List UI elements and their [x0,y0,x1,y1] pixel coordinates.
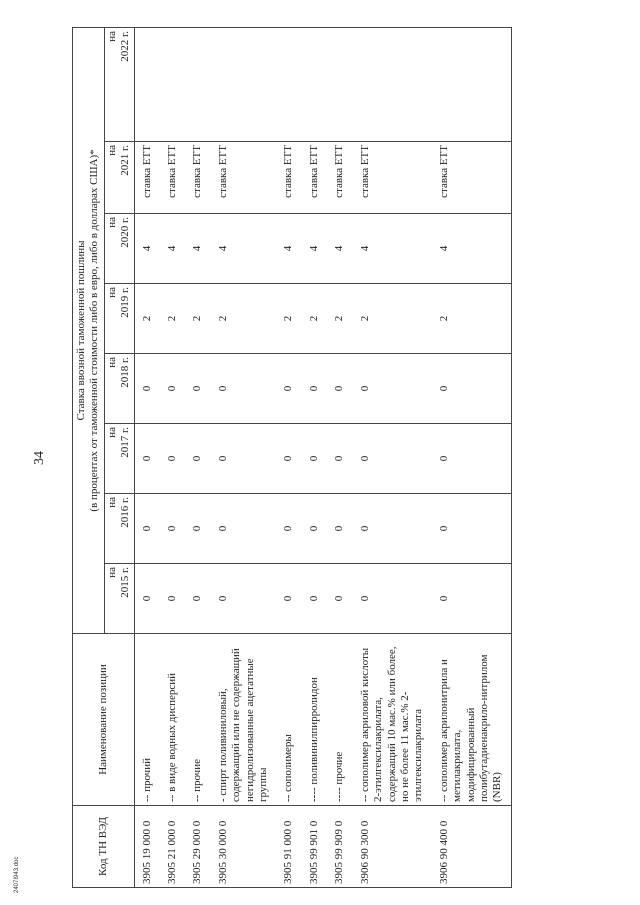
spacer-cell [427,424,437,494]
rate-cell: 0 [165,424,180,494]
rate-cell: ставка ЕТТ [134,142,155,214]
spacer-cell [271,424,281,494]
item-name: - спирт поливиниловый, содержащий или не содержащий негидролизованные ацетатные группы [216,634,272,806]
spacer-cell [297,214,307,284]
item-name: -- в виде водных дисперсий [165,634,180,806]
rate-cell: 0 [190,494,205,564]
spacer-cell [180,494,190,564]
table-row [281,27,296,887]
header-year [104,424,134,494]
spacer-cell [206,27,216,141]
spacer-cell [297,354,307,424]
item-name: -- прочие [190,634,205,806]
spacer-cell [180,354,190,424]
rate-cell [190,27,205,141]
spacer-cell [180,284,190,354]
table-row [216,27,272,887]
row-spacer [322,27,332,887]
rate-cell: 2 [332,284,347,354]
rate-cell: 0 [332,424,347,494]
rate-cell: 0 [332,354,347,424]
spacer-cell [348,494,358,564]
header-rate-title: Ставка ввозной таможенной пошлины [75,240,87,421]
spacer-cell [297,806,307,888]
spacer-cell [297,564,307,634]
rate-cell: 0 [332,494,347,564]
header-year-prefix: на [105,217,118,228]
header-year-prefix: на [105,30,118,42]
rate-cell [332,27,347,141]
rate-cell: 0 [281,354,296,424]
spacer-cell [206,806,216,888]
rate-cell: 4 [281,214,296,284]
row-spacer [271,27,281,887]
spacer-cell [322,284,332,354]
header-year-prefix: на [105,287,118,298]
rate-cell: ставка ЕТТ [190,142,205,214]
table-row [134,27,155,887]
header-year [104,142,134,214]
rate-cell: ставка ЕТТ [281,142,296,214]
spacer-cell [155,806,165,888]
spacer-cell [427,494,437,564]
rate-cell: 0 [281,424,296,494]
rate-cell: 4 [190,214,205,284]
hs-code: 3905 91 000 0 [281,806,296,888]
footer-filename: 2407I943.doc [14,856,20,893]
rate-cell: 0 [134,494,155,564]
spacer-cell [297,27,307,141]
item-name: -- сополимер акриловой кислоты 2-этилгексилакрилата, содержащий 10 мас.% или более, но не более 11 мас.% 2-этилгексилакрилата [358,634,427,806]
hs-code: 3905 99 909 0 [332,806,347,888]
spacer-cell [322,142,332,214]
spacer-cell [348,214,358,284]
spacer-cell [271,284,281,354]
rate-cell: 4 [216,214,272,284]
rate-cell: 0 [216,354,272,424]
spacer-cell [155,214,165,284]
spacer-cell [206,354,216,424]
spacer-cell [180,634,190,806]
item-name: -- сополимеры [281,634,296,806]
rate-cell: 0 [134,354,155,424]
spacer-cell [427,27,437,141]
spacer-cell [322,424,332,494]
rate-cell: 0 [358,424,427,494]
header-year-prefix: на [105,357,118,368]
header-year-prefix: на [105,497,118,508]
rate-cell [216,27,272,141]
spacer-cell [271,494,281,564]
rate-cell: 0 [216,494,272,564]
item-name: -- сополимер акрилонитрила и метилакрилата, модифицированный полибутадиенакрило-нитрилом (NBR) [437,634,512,806]
spacer-cell [206,214,216,284]
rate-cell: 2 [281,284,296,354]
spacer-cell [427,564,437,634]
row-spacer [297,27,307,887]
spacer-cell [322,634,332,806]
spacer-cell [180,564,190,634]
spacer-cell [348,354,358,424]
rate-cell [281,27,296,141]
hs-code: 3905 30 000 0 [216,806,272,888]
rate-cell: 2 [216,284,272,354]
header-name: Наименование позиции [73,634,135,806]
spacer-cell [155,142,165,214]
spacer-cell [348,564,358,634]
rate-cell: ставка ЕТТ [358,142,427,214]
table-row [332,27,347,887]
rate-cell: 0 [307,424,322,494]
rate-cell: 0 [437,424,512,494]
rate-cell: 0 [216,424,272,494]
table-row [437,27,512,887]
header-year-label: 2020 г. [119,217,132,248]
rate-cell: 2 [437,284,512,354]
rate-cell: ставка ЕТТ [165,142,180,214]
table-row [358,27,427,887]
spacer-cell [271,354,281,424]
header-year-prefix: на [105,145,118,156]
rate-cell: 0 [307,494,322,564]
header-year-label: 2015 г. [119,567,132,598]
row-spacer [180,27,190,887]
header-year-label: 2019 г. [119,287,132,318]
rate-cell: 4 [134,214,155,284]
rate-cell [437,27,512,141]
header-year [104,27,134,141]
spacer-cell [271,806,281,888]
rate-cell: 2 [358,284,427,354]
rate-cell: 0 [358,354,427,424]
spacer-cell [427,354,437,424]
header-year [104,214,134,284]
table-row [190,27,205,887]
header-year-label: 2017 г. [119,427,132,458]
item-name: -- прочий [134,634,155,806]
spacer-cell [297,284,307,354]
rate-cell: 0 [281,564,296,634]
tariff-table [72,27,512,888]
header-year [104,564,134,634]
header-year-prefix: на [105,567,118,578]
spacer-cell [180,214,190,284]
spacer-cell [155,564,165,634]
spacer-cell [322,354,332,424]
spacer-cell [348,284,358,354]
spacer-cell [348,424,358,494]
hs-code: 3906 90 300 0 [358,806,427,888]
rate-cell: 0 [307,564,322,634]
spacer-cell [206,634,216,806]
header-rate-subtitle: (в процентах от таможенной стоимости либо в евро, либо в долларах США)* [88,149,101,512]
spacer-cell [155,424,165,494]
spacer-cell [155,284,165,354]
spacer-cell [348,142,358,214]
rate-cell: ставка ЕТТ [437,142,512,214]
spacer-cell [322,214,332,284]
rate-cell: 4 [437,214,512,284]
rate-cell: 4 [165,214,180,284]
rate-cell: 4 [307,214,322,284]
row-spacer [206,27,216,887]
header-year [104,284,134,354]
hs-code: 3905 19 000 0 [134,806,155,888]
header-year-prefix: на [105,427,118,438]
spacer-cell [297,634,307,806]
spacer-cell [322,27,332,141]
item-name: ---- прочие [332,634,347,806]
spacer-cell [271,634,281,806]
rate-cell: 0 [134,564,155,634]
header-year-label: 2018 г. [119,357,132,388]
rate-cell: 0 [134,424,155,494]
rate-cell [358,27,427,141]
spacer-cell [206,284,216,354]
rate-cell: 4 [358,214,427,284]
spacer-cell [427,284,437,354]
rate-cell: 4 [332,214,347,284]
spacer-cell [206,424,216,494]
hs-code: 3905 29 000 0 [190,806,205,888]
header-year [104,494,134,564]
spacer-cell [297,424,307,494]
spacer-cell [271,564,281,634]
rate-cell: 0 [190,564,205,634]
spacer-cell [322,806,332,888]
rate-cell: 0 [437,354,512,424]
rate-cell: 0 [190,354,205,424]
spacer-cell [180,806,190,888]
spacer-cell [206,564,216,634]
header-year-label: 2022 г. [119,30,132,62]
header-rate [73,27,105,633]
table-row [307,27,322,887]
spacer-cell [155,27,165,141]
spacer-cell [297,494,307,564]
header-code: Код ТН ВЭД [73,806,135,888]
rate-cell: 0 [165,354,180,424]
hs-code: 3905 99 901 0 [307,806,322,888]
rate-cell: 0 [332,564,347,634]
spacer-cell [206,494,216,564]
rate-cell: 0 [165,494,180,564]
row-spacer [348,27,358,887]
spacer-cell [271,27,281,141]
header-year-label: 2021 г. [119,145,132,176]
rate-cell: ставка ЕТТ [332,142,347,214]
spacer-cell [322,564,332,634]
spacer-cell [271,214,281,284]
rate-cell: 0 [307,354,322,424]
rate-cell: 2 [134,284,155,354]
spacer-cell [348,806,358,888]
spacer-cell [180,27,190,141]
spacer-cell [155,494,165,564]
spacer-cell [348,27,358,141]
rate-cell [165,27,180,141]
rate-cell: 0 [358,494,427,564]
hs-code: 3905 21 000 0 [165,806,180,888]
rate-cell: 0 [190,424,205,494]
rate-cell [307,27,322,141]
spacer-cell [348,634,358,806]
table-row [165,27,180,887]
rate-cell: 2 [190,284,205,354]
rate-cell: 0 [165,564,180,634]
rate-cell: 2 [307,284,322,354]
spacer-cell [322,494,332,564]
rate-cell: ставка ЕТТ [216,142,272,214]
rate-cell: 0 [216,564,272,634]
item-name: ---- поливинилпирролидон [307,634,322,806]
row-spacer [427,27,437,887]
spacer-cell [180,424,190,494]
header-year-label: 2016 г. [119,497,132,528]
row-spacer [155,27,165,887]
spacer-cell [271,142,281,214]
spacer-cell [155,354,165,424]
spacer-cell [155,634,165,806]
header-year [104,354,134,424]
rate-cell: ставка ЕТТ [307,142,322,214]
rate-cell [134,27,155,141]
rate-cell: 2 [165,284,180,354]
spacer-cell [427,142,437,214]
rate-cell: 0 [281,494,296,564]
page-number: 34 [32,451,47,465]
rotated-page [32,28,632,888]
spacer-cell [206,142,216,214]
hs-code: 3906 90 400 0 [437,806,512,888]
rate-cell: 0 [358,564,427,634]
spacer-cell [427,806,437,888]
spacer-cell [427,634,437,806]
spacer-cell [297,142,307,214]
spacer-cell [180,142,190,214]
spacer-cell [427,214,437,284]
rate-cell: 0 [437,494,512,564]
rate-cell: 0 [437,564,512,634]
